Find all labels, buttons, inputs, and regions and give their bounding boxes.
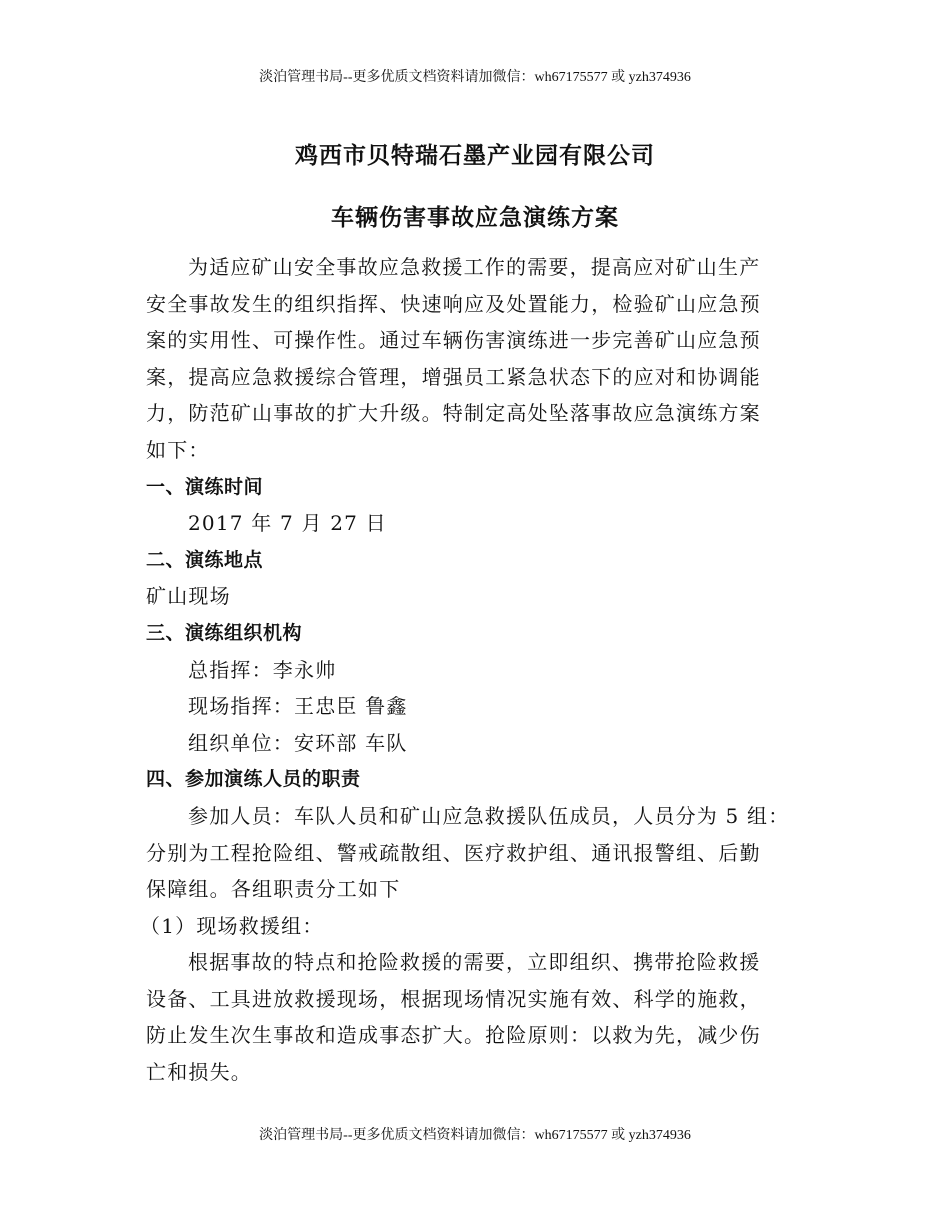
- section-heading-time: 一、演练时间: [146, 475, 264, 498]
- intro-line: 如下：: [146, 437, 210, 462]
- section-heading-location: 二、演练地点: [146, 548, 264, 571]
- page-header: 淡泊管理书局--更多优质文档资料请加微信：wh67175577 或 yzh374936: [259, 70, 691, 85]
- group-duty-line: 防止发生次生事故和造成事态扩大。抢险原则：以救为先，减少伤: [146, 1023, 761, 1048]
- intro-line: 案，提高应急救援综合管理，增强员工紧急状态下的应对和协调能: [146, 364, 761, 389]
- org-site-commander: 现场指挥：王忠臣 鲁鑫: [188, 694, 408, 719]
- drill-date: 2017 年 7 月 27 日: [188, 511, 387, 536]
- document-title: 车辆伤害事故应急演练方案: [331, 205, 619, 231]
- section-heading-org: 三、演练组织机构: [146, 621, 303, 644]
- intro-line: 为适应矿山安全事故应急救援工作的需要，提高应对矿山生产: [188, 255, 761, 279]
- section-heading-duties: 四、参加演练人员的职责: [146, 768, 361, 791]
- group-duty-line: 根据事故的特点和抢险救援的需要，立即组织、携带抢险救援: [188, 950, 761, 975]
- group-duty-line: 设备、工具进放救援现场，根据现场情况实施有效、科学的施救，: [146, 986, 761, 1011]
- group-duty-line: 亡和损失。: [146, 1060, 252, 1085]
- page-footer: 淡泊管理书局--更多优质文档资料请加微信：wh67175577 或 yzh374936: [259, 1128, 691, 1143]
- duties-line: 分别为工程抢险组、警戒疏散组、医疗救护组、通讯报警组、后勤: [146, 840, 761, 865]
- drill-location: 矿山现场: [146, 584, 231, 609]
- intro-line: 力，防范矿山事故的扩大升级。特制定高处坠落事故应急演练方案: [146, 401, 761, 426]
- duties-line: 保障组。各组职责分工如下: [146, 877, 401, 902]
- org-commander: 总指挥：李永帅: [188, 657, 337, 682]
- group-label: （1）现场救援组：: [140, 913, 324, 938]
- intro-line: 安全事故发生的组织指挥、快速响应及处置能力，检验矿山应急预: [146, 291, 761, 316]
- intro-line: 案的实用性、可操作性。通过车辆伤害演练进一步完善矿山应急预: [146, 328, 761, 353]
- org-unit: 组织单位：安环部 车队: [188, 730, 408, 755]
- document-body: [140, 249, 826, 1091]
- company-title: 鸡西市贝特瑞石墨产业园有限公司: [295, 143, 655, 169]
- duties-line: 参加人员：车队人员和矿山应急救援队伍成员，人员分为 5 组：: [188, 803, 790, 828]
